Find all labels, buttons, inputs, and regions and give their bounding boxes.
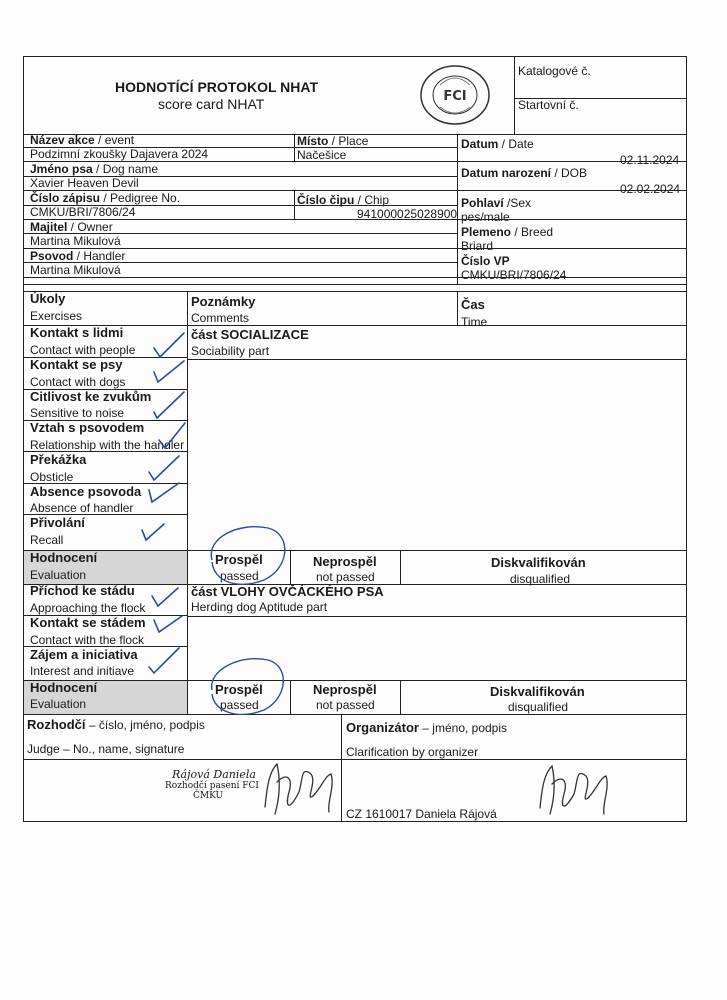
exercise-1-1-title: Kontakt s lidmi bbox=[30, 325, 124, 340]
organizer-value: CZ 1610017 Daniela Rájová bbox=[346, 807, 497, 821]
evaluation-1-passed: Prospěl bbox=[215, 552, 263, 567]
evaluation-2-title: Hodnocení bbox=[30, 680, 98, 695]
exercise-1-7-subtitle: Recall bbox=[30, 533, 64, 547]
catalog-number-label: Katalogové č. bbox=[518, 64, 591, 78]
exercise-2-1-subtitle: Approaching the flock bbox=[30, 601, 146, 615]
checkmark-icon bbox=[150, 358, 190, 388]
checkmark-icon bbox=[150, 330, 190, 360]
evaluation-2-passed-en: passed bbox=[220, 698, 259, 712]
comments-header: Poznámky bbox=[191, 294, 256, 309]
date-label: Datum / Date bbox=[461, 137, 534, 151]
checkmark-icon bbox=[155, 420, 195, 452]
evaluation-2-not-passed: Neprospěl bbox=[313, 682, 377, 697]
exercise-1-5-title: Překážka bbox=[30, 452, 87, 467]
place-value: Načešice bbox=[297, 148, 347, 162]
passed-circle-mark bbox=[198, 518, 294, 590]
evaluation-1-not-passed-en: not passed bbox=[316, 570, 375, 584]
place-label: Místo / Place bbox=[297, 134, 369, 148]
judge-stamp-org: ČMKU bbox=[193, 791, 224, 801]
socialization-part-subtitle: Sociability part bbox=[191, 344, 270, 358]
dob-value: 02.02.2024 bbox=[620, 182, 681, 196]
tasks-header: Úkoly bbox=[30, 291, 66, 306]
exercise-1-4-title: Vztah s psovodem bbox=[30, 420, 145, 435]
evaluation-2-disqualified-en: disqualified bbox=[508, 700, 569, 714]
dob-label: Datum narození / DOB bbox=[461, 166, 588, 180]
pedigree-label: Číslo zápisu / Pedigree No. bbox=[30, 191, 181, 205]
comments-header-en: Comments bbox=[191, 311, 250, 325]
exercise-2-3-title: Zájem a iniciativa bbox=[30, 647, 138, 662]
passed-circle-mark bbox=[198, 650, 294, 722]
dog-name-value: Xavier Heaven Devil bbox=[30, 176, 139, 190]
organizer-signature bbox=[530, 758, 615, 820]
handler-label: Psovod / Handler bbox=[30, 249, 126, 263]
breed-label: Plemeno / Breed bbox=[461, 225, 554, 239]
sex-label: Pohlaví /Sex bbox=[461, 196, 532, 210]
vp-label: Číslo VP bbox=[461, 254, 510, 268]
evaluation-2-passed: Prospěl bbox=[215, 682, 263, 697]
pedigree-value: CMKU/BRI/7806/24 bbox=[30, 205, 136, 219]
evaluation-1-title: Hodnocení bbox=[30, 550, 98, 565]
evaluation-1-passed-en: passed bbox=[220, 569, 259, 583]
evaluation-2-disqualified: Diskvalifikován bbox=[490, 684, 585, 699]
herding-part-title: část VLOHY OVČÁCKÉHO PSA bbox=[191, 584, 384, 599]
owner-value: Martina Mikulová bbox=[30, 234, 121, 248]
owner-label: Majitel / Owner bbox=[30, 220, 113, 234]
exercise-1-7-title: Přivolání bbox=[30, 515, 85, 530]
exercise-1-1-subtitle: Contact with people bbox=[30, 343, 136, 357]
checkmark-icon bbox=[150, 388, 190, 420]
judge-signature bbox=[255, 752, 340, 822]
checkmark-icon bbox=[138, 516, 178, 548]
exercise-1-6-subtitle: Absence of handler bbox=[30, 501, 134, 515]
chip-label: Číslo čipu / Chip bbox=[297, 193, 390, 207]
fci-logo bbox=[418, 63, 492, 127]
exercise-2-3-subtitle: Interest and initiave bbox=[30, 664, 135, 678]
evaluation-1-disqualified: Diskvalifikován bbox=[491, 555, 586, 570]
judge-stamp-title: Rozhodčí pasení FCI bbox=[165, 781, 259, 791]
time-header: Čas bbox=[461, 297, 485, 312]
exercise-1-6-title: Absence psovoda bbox=[30, 484, 142, 499]
form-title: HODNOTÍCÍ PROTOKOL NHAT bbox=[115, 79, 318, 95]
exercise-1-2-subtitle: Contact with dogs bbox=[30, 375, 126, 389]
judge-label-en: Judge – No., name, signature bbox=[27, 742, 185, 756]
judge-label: Rozhodčí – číslo, jméno, podpis bbox=[27, 717, 205, 732]
handler-value: Martina Mikulová bbox=[30, 263, 121, 277]
evaluation-1-disqualified-en: disqualified bbox=[510, 572, 571, 586]
checkmark-icon bbox=[145, 480, 185, 512]
evaluation-2-subtitle: Evaluation bbox=[30, 697, 87, 711]
exercise-1-3-subtitle: Sensitive to noise bbox=[30, 406, 125, 420]
exercise-1-4-subtitle: Relationship with the handler bbox=[30, 438, 185, 452]
form-subtitle: score card NHAT bbox=[158, 96, 265, 112]
start-number-label: Startovní č. bbox=[518, 98, 579, 112]
evaluation-1-not-passed: Neprospěl bbox=[313, 554, 377, 569]
exercise-1-2-title: Kontakt se psy bbox=[30, 357, 123, 372]
vp-value: CMKU/BRI/7806/24 bbox=[461, 268, 567, 282]
time-header-en: Time bbox=[461, 315, 488, 329]
evaluation-1-subtitle: Evaluation bbox=[30, 568, 87, 582]
exercise-2-2-title: Kontakt se stádem bbox=[30, 615, 146, 630]
exercise-1-5-subtitle: Obsticle bbox=[30, 470, 74, 484]
exercise-2-1-title: Příchod ke stádu bbox=[30, 583, 135, 598]
breed-value: Briard bbox=[461, 239, 494, 253]
chip-value: 941000025028900 bbox=[357, 207, 458, 221]
organizer-label: Organizátor – jméno, podpis bbox=[346, 720, 508, 735]
evaluation-2-not-passed-en: not passed bbox=[316, 698, 375, 712]
checkmark-icon bbox=[145, 645, 185, 677]
dog-name-label: Jméno psa / Dog name bbox=[30, 162, 159, 176]
herding-part-subtitle: Herding dog Aptitude part bbox=[191, 600, 328, 614]
svg-text:FCI: FCI bbox=[443, 89, 467, 104]
socialization-part-title: část SOCIALIZACE bbox=[191, 327, 309, 342]
sex-value: pes/male bbox=[461, 210, 510, 224]
tasks-header-en: Exercises bbox=[30, 309, 83, 323]
organizer-label-en: Clarification by organizer bbox=[346, 745, 479, 759]
event-value: Podzimní zkoušky Dajavera 2024 bbox=[30, 147, 209, 161]
checkmark-icon bbox=[150, 612, 190, 642]
judge-stamp-name: Rájová Daniela bbox=[172, 768, 256, 781]
exercise-2-2-subtitle: Contact with the flock bbox=[30, 633, 145, 647]
event-label: Název akce / event bbox=[30, 133, 135, 147]
exercise-1-3-title: Citlivost ke zvukům bbox=[30, 389, 152, 404]
date-value: 02.11.2024 bbox=[620, 153, 680, 167]
